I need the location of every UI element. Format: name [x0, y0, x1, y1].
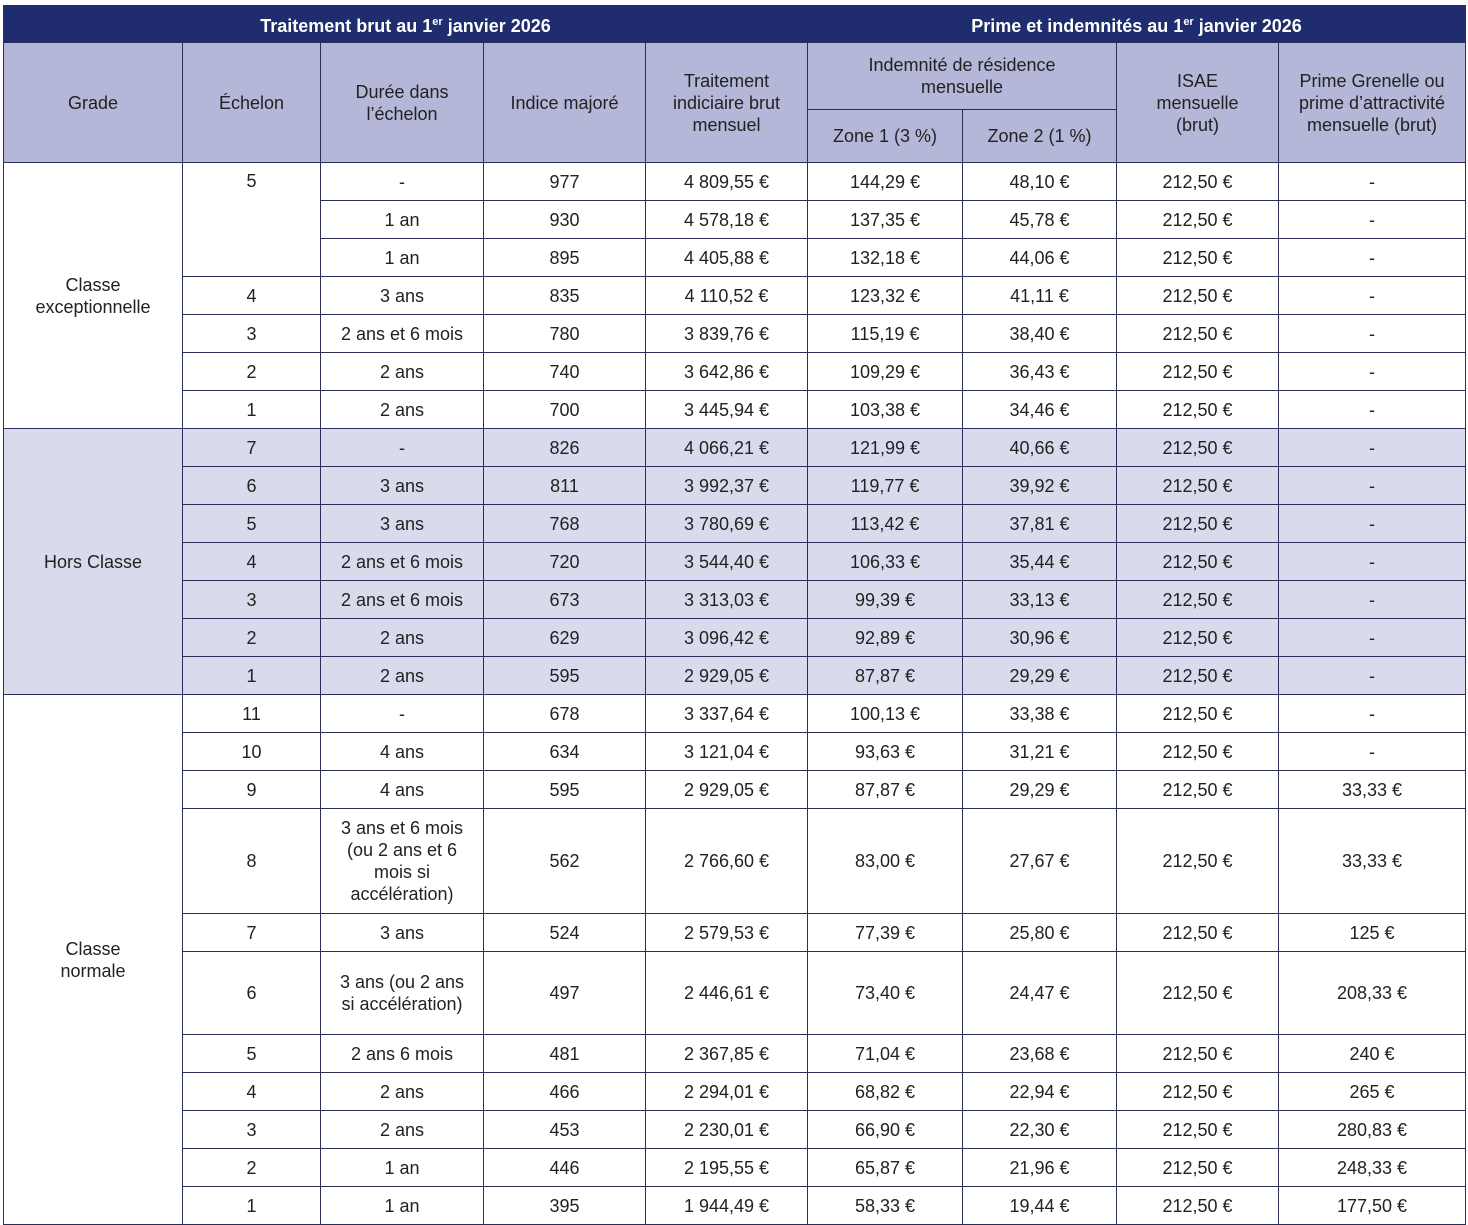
prime-cell: - [1279, 315, 1466, 353]
indice-cell: 562 [484, 809, 646, 914]
indice-cell: 780 [484, 315, 646, 353]
echelon-cell: 4 [183, 277, 321, 315]
zone2-cell: 44,06 € [963, 239, 1117, 277]
zone1-cell: 106,33 € [808, 543, 963, 581]
col-header-zone2: Zone 2 (1 %) [963, 110, 1117, 163]
traitement-cell: 4 110,52 € [646, 277, 808, 315]
indice-cell: 595 [484, 771, 646, 809]
echelon-cell: 6 [183, 952, 321, 1035]
zone1-cell: 132,18 € [808, 239, 963, 277]
table-row [4, 1035, 1466, 1073]
duree-cell: 2 ans et 6 mois [321, 315, 484, 353]
duree-cell: 2 ans [321, 1073, 484, 1111]
duree-cell: 4 ans [321, 733, 484, 771]
echelon-cell: 4 [183, 1073, 321, 1111]
indice-cell: 466 [484, 1073, 646, 1111]
duree-cell: 2 ans 6 mois [321, 1035, 484, 1073]
prime-cell: - [1279, 543, 1466, 581]
duree-cell: 2 ans [321, 619, 484, 657]
echelon-cell: 10 [183, 733, 321, 771]
isae-cell: 212,50 € [1117, 201, 1279, 239]
traitement-cell: 3 992,37 € [646, 467, 808, 505]
col-header-indemnite: Indemnité de résidence mensuelle [808, 43, 1117, 110]
isae-cell: 212,50 € [1117, 809, 1279, 914]
zone1-cell: 113,42 € [808, 505, 963, 543]
echelon-cell: 1 [183, 391, 321, 429]
isae-cell: 212,50 € [1117, 163, 1279, 201]
left-section-title: Traitement brut au 1er janvier 2026 [4, 6, 808, 43]
table-row [4, 619, 1466, 657]
indice-cell: 453 [484, 1111, 646, 1149]
table-row [4, 315, 1466, 353]
zone1-cell: 119,77 € [808, 467, 963, 505]
traitement-cell: 3 544,40 € [646, 543, 808, 581]
duree-cell: 2 ans [321, 1111, 484, 1149]
isae-cell: 212,50 € [1117, 467, 1279, 505]
col-header-isae: ISAE mensuelle (brut) [1117, 43, 1279, 163]
traitement-cell: 3 839,76 € [646, 315, 808, 353]
echelon-cell: 9 [183, 771, 321, 809]
table-row [4, 1187, 1466, 1225]
zone2-cell: 27,67 € [963, 809, 1117, 914]
isae-cell: 212,50 € [1117, 1187, 1279, 1225]
echelon-cell: 3 [183, 315, 321, 353]
zone1-cell: 137,35 € [808, 201, 963, 239]
prime-cell: 280,83 € [1279, 1111, 1466, 1149]
table-row [4, 1073, 1466, 1111]
table-row [4, 353, 1466, 391]
echelon-cell: 2 [183, 1149, 321, 1187]
prime-cell: 33,33 € [1279, 809, 1466, 914]
table-row [4, 809, 1466, 914]
prime-cell: 125 € [1279, 914, 1466, 952]
traitement-cell: 3 780,69 € [646, 505, 808, 543]
zone1-cell: 68,82 € [808, 1073, 963, 1111]
isae-cell: 212,50 € [1117, 771, 1279, 809]
isae-cell: 212,50 € [1117, 1111, 1279, 1149]
echelon-cell: 3 [183, 1111, 321, 1149]
traitement-cell: 2 929,05 € [646, 771, 808, 809]
isae-cell: 212,50 € [1117, 505, 1279, 543]
prime-cell: - [1279, 733, 1466, 771]
prime-cell: 240 € [1279, 1035, 1466, 1073]
zone1-cell: 103,38 € [808, 391, 963, 429]
indice-cell: 811 [484, 467, 646, 505]
prime-cell: 33,33 € [1279, 771, 1466, 809]
duree-cell: - [321, 695, 484, 733]
isae-cell: 212,50 € [1117, 1035, 1279, 1073]
zone1-cell: 92,89 € [808, 619, 963, 657]
zone2-cell: 34,46 € [963, 391, 1117, 429]
zone2-cell: 24,47 € [963, 952, 1117, 1035]
echelon-cell: 3 [183, 581, 321, 619]
indice-cell: 768 [484, 505, 646, 543]
isae-cell: 212,50 € [1117, 952, 1279, 1035]
duree-cell: 1 an [321, 239, 484, 277]
indice-cell: 740 [484, 353, 646, 391]
zone2-cell: 23,68 € [963, 1035, 1117, 1073]
isae-cell: 212,50 € [1117, 657, 1279, 695]
isae-cell: 212,50 € [1117, 429, 1279, 467]
isae-cell: 212,50 € [1117, 239, 1279, 277]
indice-cell: 700 [484, 391, 646, 429]
table-row [4, 952, 1466, 1035]
traitement-cell: 4 066,21 € [646, 429, 808, 467]
grade-cell-hors-classe: Hors Classe [4, 429, 183, 695]
table-row [4, 733, 1466, 771]
duree-cell: 2 ans [321, 391, 484, 429]
table-row [4, 505, 1466, 543]
isae-cell: 212,50 € [1117, 353, 1279, 391]
indice-cell: 895 [484, 239, 646, 277]
duree-cell: 3 ans [321, 914, 484, 952]
zone1-cell: 65,87 € [808, 1149, 963, 1187]
traitement-cell: 3 642,86 € [646, 353, 808, 391]
echelon-cell: 5 [183, 1035, 321, 1073]
zone2-cell: 22,30 € [963, 1111, 1117, 1149]
zone1-cell: 123,32 € [808, 277, 963, 315]
prime-cell: 248,33 € [1279, 1149, 1466, 1187]
prime-cell: - [1279, 657, 1466, 695]
traitement-cell: 1 944,49 € [646, 1187, 808, 1225]
zone1-cell: 87,87 € [808, 657, 963, 695]
header-columns-row [4, 43, 1466, 110]
zone2-cell: 33,13 € [963, 581, 1117, 619]
prime-cell: - [1279, 163, 1466, 201]
zone2-cell: 37,81 € [963, 505, 1117, 543]
indice-cell: 673 [484, 581, 646, 619]
zone1-cell: 87,87 € [808, 771, 963, 809]
zone1-cell: 93,63 € [808, 733, 963, 771]
echelon-cell: 6 [183, 467, 321, 505]
indice-cell: 481 [484, 1035, 646, 1073]
indice-cell: 720 [484, 543, 646, 581]
zone1-cell: 100,13 € [808, 695, 963, 733]
echelon-cell: 11 [183, 695, 321, 733]
duree-cell: 3 ans [321, 505, 484, 543]
traitement-cell: 3 445,94 € [646, 391, 808, 429]
duree-cell: 3 ans [321, 277, 484, 315]
duree-cell: - [321, 429, 484, 467]
indice-cell: 395 [484, 1187, 646, 1225]
traitement-cell: 2 195,55 € [646, 1149, 808, 1187]
zone2-cell: 29,29 € [963, 771, 1117, 809]
zone2-cell: 22,94 € [963, 1073, 1117, 1111]
duree-cell: 2 ans et 6 mois [321, 581, 484, 619]
echelon-cell: 1 [183, 1187, 321, 1225]
indice-cell: 595 [484, 657, 646, 695]
table-row [4, 543, 1466, 581]
isae-cell: 212,50 € [1117, 1073, 1279, 1111]
indice-cell: 524 [484, 914, 646, 952]
duree-cell: 3 ans et 6 mois (ou 2 ans et 6 mois si accélération) [321, 809, 484, 914]
echelon-cell: 7 [183, 914, 321, 952]
traitement-cell: 3 121,04 € [646, 733, 808, 771]
duree-cell: 2 ans et 6 mois [321, 543, 484, 581]
indice-cell: 497 [484, 952, 646, 1035]
zone2-cell: 25,80 € [963, 914, 1117, 952]
isae-cell: 212,50 € [1117, 315, 1279, 353]
table-row [4, 277, 1466, 315]
table-row [4, 1149, 1466, 1187]
prime-cell: 265 € [1279, 1073, 1466, 1111]
traitement-cell: 4 405,88 € [646, 239, 808, 277]
indice-cell: 678 [484, 695, 646, 733]
indice-cell: 930 [484, 201, 646, 239]
salary-grid-table [3, 5, 1466, 1225]
zone2-cell: 39,92 € [963, 467, 1117, 505]
right-section-title: Prime et indemnités au 1er janvier 2026 [808, 6, 1466, 43]
traitement-cell: 2 294,01 € [646, 1073, 808, 1111]
table-row [4, 771, 1466, 809]
zone2-cell: 33,38 € [963, 695, 1117, 733]
zone2-cell: 45,78 € [963, 201, 1117, 239]
zone2-cell: 30,96 € [963, 619, 1117, 657]
indice-cell: 826 [484, 429, 646, 467]
duree-cell: 2 ans [321, 657, 484, 695]
prime-cell: 208,33 € [1279, 952, 1466, 1035]
grade-cell-exceptionnelle: Classe exceptionnelle [4, 163, 183, 429]
header-title-row [4, 6, 1466, 43]
prime-cell: - [1279, 201, 1466, 239]
traitement-cell: 2 579,53 € [646, 914, 808, 952]
table-row [4, 467, 1466, 505]
zone2-cell: 41,11 € [963, 277, 1117, 315]
isae-cell: 212,50 € [1117, 695, 1279, 733]
table-row [4, 1111, 1466, 1149]
zone1-cell: 115,19 € [808, 315, 963, 353]
zone2-cell: 31,21 € [963, 733, 1117, 771]
isae-cell: 212,50 € [1117, 733, 1279, 771]
echelon-cell: 5 [183, 163, 321, 277]
zone1-cell: 77,39 € [808, 914, 963, 952]
duree-cell: 1 an [321, 1187, 484, 1225]
zone1-cell: 71,04 € [808, 1035, 963, 1073]
indice-cell: 977 [484, 163, 646, 201]
isae-cell: 212,50 € [1117, 1149, 1279, 1187]
table-row [4, 657, 1466, 695]
prime-cell: - [1279, 581, 1466, 619]
prime-cell: - [1279, 391, 1466, 429]
prime-cell: 177,50 € [1279, 1187, 1466, 1225]
zone2-cell: 48,10 € [963, 163, 1117, 201]
traitement-cell: 4 809,55 € [646, 163, 808, 201]
col-header-traitement: Traitement indiciaire brut mensuel [646, 43, 808, 163]
echelon-cell: 4 [183, 543, 321, 581]
zone1-cell: 83,00 € [808, 809, 963, 914]
table-row [4, 581, 1466, 619]
zone1-cell: 121,99 € [808, 429, 963, 467]
zone2-cell: 38,40 € [963, 315, 1117, 353]
zone1-cell: 99,39 € [808, 581, 963, 619]
prime-cell: - [1279, 505, 1466, 543]
echelon-cell: 2 [183, 353, 321, 391]
isae-cell: 212,50 € [1117, 277, 1279, 315]
col-header-echelon: Échelon [183, 43, 321, 163]
table-row [4, 914, 1466, 952]
grade-cell-normale: Classe normale [4, 695, 183, 1225]
col-header-prime: Prime Grenelle ou prime d’attractivité mensuelle (brut) [1279, 43, 1466, 163]
zone1-cell: 109,29 € [808, 353, 963, 391]
zone2-cell: 19,44 € [963, 1187, 1117, 1225]
table-row [4, 429, 1466, 467]
zone2-cell: 35,44 € [963, 543, 1117, 581]
traitement-cell: 3 337,64 € [646, 695, 808, 733]
col-header-duree: Durée dans l’échelon [321, 43, 484, 163]
prime-cell: - [1279, 277, 1466, 315]
table-row [4, 391, 1466, 429]
traitement-cell: 3 313,03 € [646, 581, 808, 619]
traitement-cell: 4 578,18 € [646, 201, 808, 239]
echelon-cell: 1 [183, 657, 321, 695]
echelon-cell: 7 [183, 429, 321, 467]
zone2-cell: 36,43 € [963, 353, 1117, 391]
isae-cell: 212,50 € [1117, 543, 1279, 581]
duree-cell: 1 an [321, 1149, 484, 1187]
isae-cell: 212,50 € [1117, 391, 1279, 429]
zone2-cell: 40,66 € [963, 429, 1117, 467]
col-header-grade: Grade [4, 43, 183, 163]
zone1-cell: 144,29 € [808, 163, 963, 201]
indice-cell: 446 [484, 1149, 646, 1187]
traitement-cell: 2 446,61 € [646, 952, 808, 1035]
isae-cell: 212,50 € [1117, 914, 1279, 952]
isae-cell: 212,50 € [1117, 581, 1279, 619]
duree-cell: 4 ans [321, 771, 484, 809]
indice-cell: 629 [484, 619, 646, 657]
zone2-cell: 29,29 € [963, 657, 1117, 695]
echelon-cell: 2 [183, 619, 321, 657]
duree-cell: 3 ans (ou 2 ans si accélération) [321, 952, 484, 1035]
traitement-cell: 2 367,85 € [646, 1035, 808, 1073]
col-header-zone1: Zone 1 (3 %) [808, 110, 963, 163]
prime-cell: - [1279, 353, 1466, 391]
prime-cell: - [1279, 429, 1466, 467]
traitement-cell: 2 230,01 € [646, 1111, 808, 1149]
prime-cell: - [1279, 239, 1466, 277]
table-row [4, 163, 1466, 201]
zone1-cell: 66,90 € [808, 1111, 963, 1149]
duree-cell: 2 ans [321, 353, 484, 391]
echelon-cell: 5 [183, 505, 321, 543]
zone2-cell: 21,96 € [963, 1149, 1117, 1187]
isae-cell: 212,50 € [1117, 619, 1279, 657]
traitement-cell: 2 929,05 € [646, 657, 808, 695]
duree-cell: 1 an [321, 201, 484, 239]
prime-cell: - [1279, 467, 1466, 505]
table-row [4, 695, 1466, 733]
duree-cell: - [321, 163, 484, 201]
echelon-cell: 8 [183, 809, 321, 914]
prime-cell: - [1279, 695, 1466, 733]
zone1-cell: 73,40 € [808, 952, 963, 1035]
traitement-cell: 3 096,42 € [646, 619, 808, 657]
traitement-cell: 2 766,60 € [646, 809, 808, 914]
indice-cell: 835 [484, 277, 646, 315]
prime-cell: - [1279, 619, 1466, 657]
indice-cell: 634 [484, 733, 646, 771]
zone1-cell: 58,33 € [808, 1187, 963, 1225]
duree-cell: 3 ans [321, 467, 484, 505]
col-header-indice: Indice majoré [484, 43, 646, 163]
